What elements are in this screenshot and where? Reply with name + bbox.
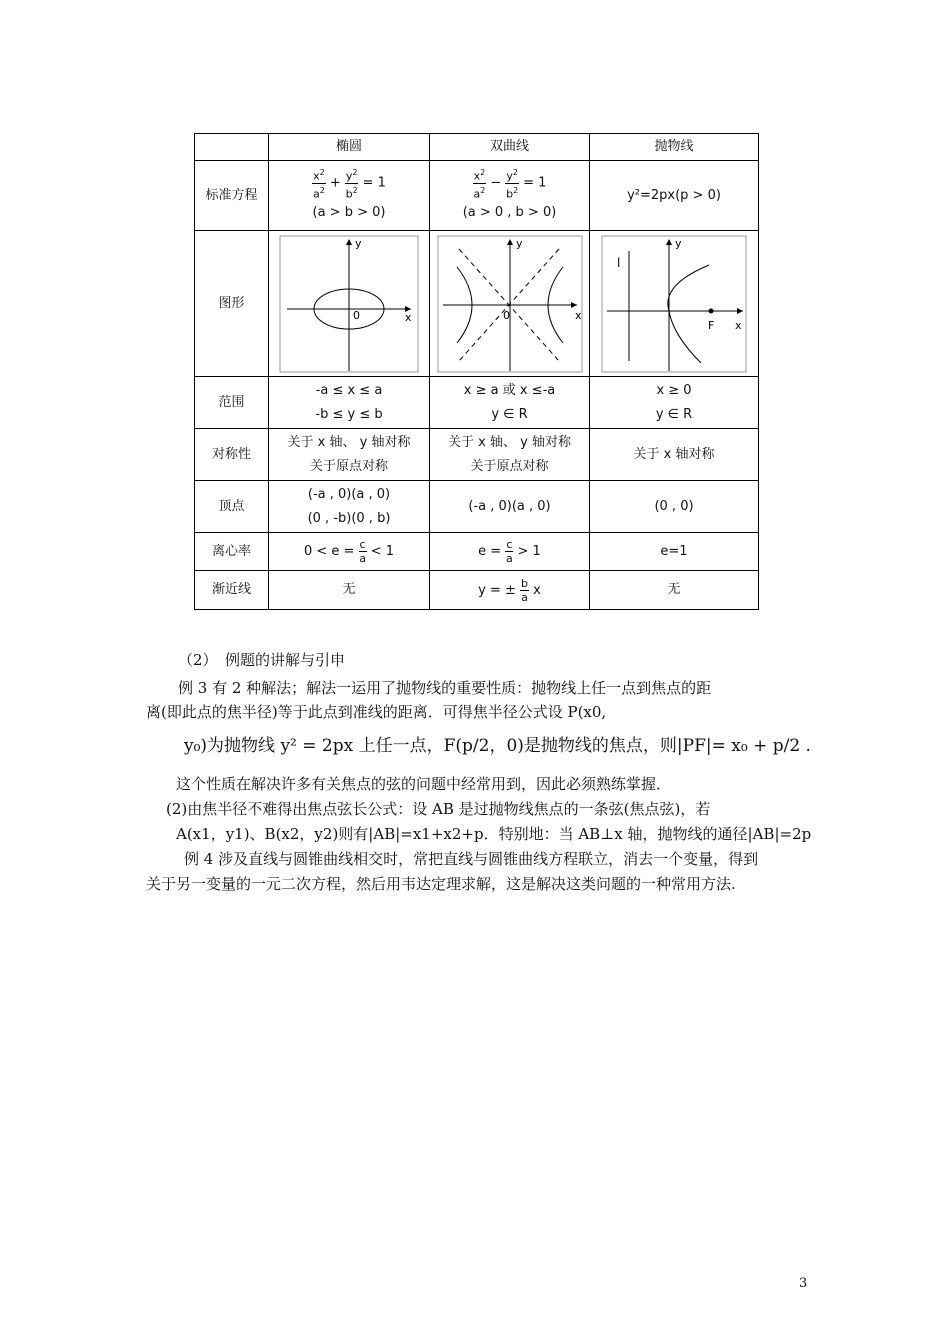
hyperbola-condition: (a > 0 , b > 0) (462, 204, 557, 220)
parabola-figure (590, 231, 759, 377)
paragraph-line: 例 3 有 2 种解法；解法一运用了抛物线的重要性质：抛物线上任一点到焦点的距 (178, 679, 712, 697)
ellipse-y-label: y (355, 236, 362, 250)
paragraph-line: 离(即此点的焦半径)等于此点到准线的距离．可得焦半径公式设 P(x0, (146, 703, 607, 721)
parabola-range: x ≥ 0 y ∈ R (590, 377, 759, 429)
header-ellipse: 椭圆 (269, 134, 430, 161)
paragraph-line: (2)由焦半径不难得出焦点弦长公式：设 AB 是过抛物线焦点的一条弦(焦点弦)，若 (166, 800, 711, 818)
parabola-y-label: y (675, 236, 682, 250)
row-label-symmetry: 对称性 (195, 429, 269, 481)
parabola-eccentricity: e=1 (590, 533, 759, 571)
conic-comparison-table (194, 133, 758, 609)
paragraph-line: 关于另一变量的一元二次方程，然后用韦达定理求解，这是解决这类问题的一种常用方法. (146, 875, 736, 893)
ellipse-condition: (a > b > 0) (312, 204, 386, 220)
ellipse-figure (269, 231, 430, 377)
header-empty (195, 134, 269, 161)
hyperbola-asymptote: y = ± $\frac{b}{a}$ x (430, 571, 590, 610)
parabola-x-label: x (735, 318, 742, 332)
hyperbola-x-label: x (574, 308, 582, 322)
ellipse-origin-label: 0 (353, 308, 360, 322)
header-hyperbola: 双曲线 (430, 134, 590, 161)
hyperbola-origin-label: 0 (502, 308, 510, 322)
row-label-equation: 标准方程 (195, 161, 269, 231)
hyperbola-range: x ≥ a 或 x ≤-a y ∈ R (430, 377, 590, 429)
ellipse-symmetry: 关于 x 轴、 y 轴对称 关于原点对称 (269, 429, 430, 481)
section-heading: （2） 例题的讲解与引申 (178, 651, 346, 669)
row-label-figure: 图形 (195, 231, 269, 377)
parabola-vertex: (0 , 0) (590, 481, 759, 533)
hyperbola-eccentricity: e = $\frac{c}{a}$ > 1 (430, 533, 590, 571)
row-label-eccentricity: 离心率 (195, 533, 269, 571)
row-label-asymptote: 渐近线 (195, 571, 269, 610)
row-label-vertex: 顶点 (195, 481, 269, 533)
parabola-symmetry: 关于 x 轴对称 (590, 429, 759, 481)
hyperbola-vertex: (-a , 0)(a , 0) (430, 481, 590, 533)
hyperbola-symmetry: 关于 x 轴、 y 轴对称 关于原点对称 (430, 429, 590, 481)
parabola-asymptote: 无 (590, 571, 759, 610)
paragraph-line: 这个性质在解决许多有关焦点的弦的问题中经常用到，因此必须熟练掌握． (176, 775, 672, 793)
directrix-label: l (617, 255, 621, 270)
paragraph-line: A(x1，y1)、B(x2，y2)则有|AB|=x1+x2+p．特别地：当 AB⊥x 轴，抛物线的通径|AB|=2p (176, 825, 812, 843)
formula-line: y₀)为抛物线 y² = 2px 上任一点，F(p/2，0)是抛物线的焦点，则|PF|= x₀ + p/2 . (184, 736, 811, 756)
ellipse-vertex: (-a , 0)(a , 0) (0 , -b)(0 , b) (269, 481, 430, 533)
ellipse-x-label: x (405, 310, 412, 324)
header-parabola: 抛物线 (590, 134, 759, 161)
parabola-equation: y²=2px(p > 0) (590, 161, 759, 231)
paragraph-line: 例 4 涉及直线与圆锥曲线相交时，常把直线与圆锥曲线方程联立，消去一个变量，得到 (184, 850, 759, 868)
ellipse-equation: $\frac{x^2}{a^2}$ + $\frac{y^2}{b^2}$ = 1 (a > b > 0) (269, 161, 430, 231)
hyperbola-equation: $\frac{x^2}{a^2}$ − $\frac{y^2}{b^2}$ = 1 (a > 0 , b > 0) (430, 161, 590, 231)
ellipse-range: -a ≤ x ≤ a -b ≤ y ≤ b (269, 377, 430, 429)
row-label-range: 范围 (195, 377, 269, 429)
page-number: 3 (799, 1276, 808, 1291)
hyperbola-y-label: y (515, 236, 523, 250)
hyperbola-figure (430, 231, 590, 377)
ellipse-asymptote: 无 (269, 571, 430, 610)
focus-label: F (708, 318, 715, 332)
ellipse-eccentricity: 0 < e = $\frac{c}{a}$ < 1 (269, 533, 430, 571)
